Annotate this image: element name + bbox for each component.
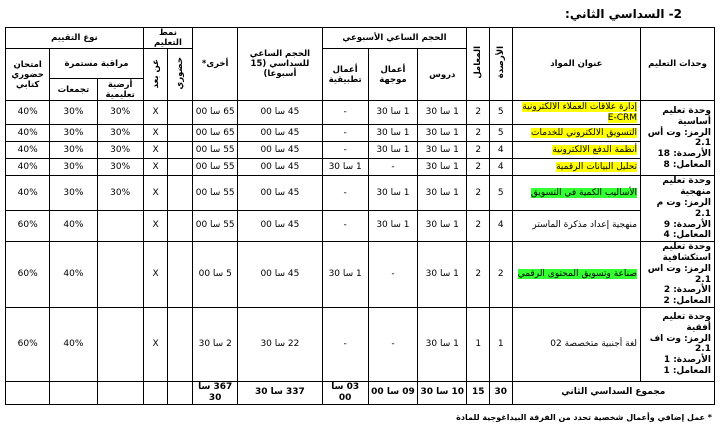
total-label: مجموع السداسي الثاني — [512, 381, 714, 404]
header-lectures: دروس — [418, 49, 467, 101]
table-row — [6, 210, 715, 242]
remote-cell: X — [143, 176, 168, 210]
remote-cell: X — [143, 159, 168, 176]
semester-cell: 45 سا 00 — [238, 142, 322, 159]
remote-cell: X — [143, 210, 168, 242]
total-lectures: 10 سا 30 — [418, 381, 467, 404]
other-cell: 55 سا 00 — [193, 159, 238, 176]
subject-cell: التسويق الالكتروني للخدمات — [512, 125, 640, 142]
table-row — [6, 176, 715, 210]
header-units: وحدات التعليم — [641, 28, 715, 101]
semester-cell: 45 سا 00 — [238, 176, 322, 210]
total-remote — [143, 381, 168, 404]
groups-cell — [97, 242, 143, 308]
platform-cell: 30% — [50, 125, 97, 142]
total-directed: 09 سا 00 — [368, 381, 417, 404]
header-coefficient: المعامل — [467, 28, 490, 101]
footnote: * عمل إضافي وأعمال شخصية تحدد من الفرقة البيداغوجية للمادة — [456, 413, 712, 422]
exam-cell: 40% — [6, 176, 50, 210]
total-semester: 337 سا 30 — [238, 381, 322, 404]
lectures-cell: 1 سا 30 — [418, 210, 467, 242]
platform-cell: 40% — [50, 242, 97, 308]
groups-cell — [97, 210, 143, 242]
table-row — [6, 307, 715, 381]
total-row — [6, 381, 715, 404]
lectures-cell: 1 سا 30 — [418, 142, 467, 159]
exam-cell: 40% — [6, 125, 50, 142]
unit-cell: وحدة تعليم أفقية الرمز: وت اف 2.1 الأرصدة: 1 المعامل: 1 — [641, 307, 715, 381]
other-cell: 55 سا 00 — [193, 176, 238, 210]
table-row — [6, 142, 715, 159]
directed-cell: - — [368, 242, 417, 308]
unit-cell: وحدة تعليم أساسية الرمز: وت أس 2.1 الأرصدة: 18 المعامل: 8 — [641, 101, 715, 176]
groups-cell: 30% — [97, 142, 143, 159]
exam-cell: 40% — [6, 142, 50, 159]
credits-cell: 4 — [490, 142, 513, 159]
in-person-cell — [168, 307, 193, 381]
coef-cell: 1 — [467, 307, 490, 381]
coef-cell: 2 — [467, 159, 490, 176]
remote-cell: X — [143, 125, 168, 142]
in-person-cell — [168, 242, 193, 308]
semester-cell: 22 سا 30 — [238, 307, 322, 381]
subject-cell: إدارة علاقات العملاء الالكترونية E-CRM — [512, 101, 640, 125]
header-remote: عن بعد — [143, 49, 168, 101]
in-person-cell — [168, 210, 193, 242]
exam-cell: 60% — [6, 307, 50, 381]
platform-cell: 30% — [50, 101, 97, 125]
in-person-cell — [168, 125, 193, 142]
header-credits: الأرصدة — [490, 28, 513, 101]
lectures-cell: 1 سا 30 — [418, 101, 467, 125]
total-other: 367 سا 30 — [193, 381, 238, 404]
table-row — [6, 125, 715, 142]
header-exam: امتحان حضوري كتابي — [6, 49, 50, 101]
credits-cell: 4 — [490, 210, 513, 242]
platform-cell: 40% — [50, 210, 97, 242]
table-row — [6, 101, 715, 125]
header-platform: أرضية تعليمية — [97, 79, 143, 101]
directed-cell: 1 سا 30 — [368, 142, 417, 159]
coef-cell: 2 — [467, 176, 490, 210]
coef-cell: 2 — [467, 210, 490, 242]
header-directed-work: أعمال موجهة — [368, 49, 417, 101]
coef-cell: 2 — [467, 142, 490, 159]
directed-cell: 1 سا 30 — [368, 176, 417, 210]
directed-cell: - — [368, 159, 417, 176]
credits-cell: 5 — [490, 125, 513, 142]
exam-cell: 60% — [6, 242, 50, 308]
unit-cell: وحدة تعليم منهجية الرمز: وت م 2.1 الأرصدة: 9 المعامل: 4 — [641, 176, 715, 242]
total-credits: 30 — [490, 381, 513, 404]
exam-cell: 40% — [6, 159, 50, 176]
semester-cell: 45 سا 00 — [238, 210, 322, 242]
header-groups: تجمعات — [50, 79, 97, 101]
header-practical-work: أعمال تطبيقية — [322, 49, 368, 101]
remote-cell: X — [143, 101, 168, 125]
table-row — [6, 159, 715, 176]
credits-cell: 1 — [490, 307, 513, 381]
in-person-cell — [168, 176, 193, 210]
practical-cell: 1 سا 30 — [322, 242, 368, 308]
semester-cell: 45 سا 00 — [238, 101, 322, 125]
other-cell: 65 سا 00 — [193, 125, 238, 142]
semester-cell: 45 سا 00 — [238, 125, 322, 142]
total-practical: 03 سا 00 — [322, 381, 368, 404]
other-cell: 55 سا 00 — [193, 142, 238, 159]
platform-cell: 30% — [50, 176, 97, 210]
exam-cell: 40% — [6, 101, 50, 125]
in-person-cell — [168, 101, 193, 125]
practical-cell: - — [322, 307, 368, 381]
subject-cell: تحليل البيانات الرقمية — [512, 159, 640, 176]
coef-cell: 2 — [467, 242, 490, 308]
practical-cell: - — [322, 142, 368, 159]
lectures-cell: 1 سا 30 — [418, 307, 467, 381]
header-other: أخرى* — [193, 28, 238, 101]
groups-cell: 30% — [97, 176, 143, 210]
total-platform — [50, 381, 97, 404]
subject-cell: صناعة وتسويق المحتوى الرقمي — [512, 242, 640, 308]
practical-cell: - — [322, 210, 368, 242]
credits-cell: 5 — [490, 101, 513, 125]
lectures-cell: 1 سا 30 — [418, 176, 467, 210]
header-evaluation-type: نوع التقييم — [6, 28, 144, 49]
lectures-cell: 1 سا 30 — [418, 159, 467, 176]
other-cell: 5 سا 00 — [193, 242, 238, 308]
subject-cell: لغة أجنبية متخصصة 02 — [512, 307, 640, 381]
credits-cell: 4 — [490, 159, 513, 176]
total-groups — [97, 381, 143, 404]
directed-cell: 1 سا 30 — [368, 210, 417, 242]
practical-cell: - — [322, 176, 368, 210]
header-in-person: حضوري — [168, 49, 193, 101]
directed-cell: 1 سا 30 — [368, 125, 417, 142]
total-exam — [6, 381, 50, 404]
unit-cell: وحدة تعليم استكشافية الرمز: وت اس 2.1 الأرصدة: 2 المعامل: 2 — [641, 242, 715, 308]
groups-cell: 30% — [97, 125, 143, 142]
practical-cell: - — [322, 101, 368, 125]
platform-cell: 40% — [50, 307, 97, 381]
credits-cell: 2 — [490, 242, 513, 308]
practical-cell: - — [322, 125, 368, 142]
coef-cell: 2 — [467, 101, 490, 125]
credits-cell: 5 — [490, 176, 513, 210]
remote-cell: X — [143, 142, 168, 159]
exam-cell: 60% — [6, 210, 50, 242]
coef-cell: 2 — [467, 125, 490, 142]
curriculum-table — [5, 27, 715, 405]
other-cell: 55 سا 00 — [193, 210, 238, 242]
groups-cell — [97, 307, 143, 381]
header-teaching-mode: نمط التعليم — [143, 28, 192, 49]
subject-cell: الأساليب الكمية في التسويق — [512, 176, 640, 210]
directed-cell: 1 سا 30 — [368, 101, 417, 125]
lectures-cell: 1 سا 30 — [418, 242, 467, 308]
groups-cell: 30% — [97, 159, 143, 176]
header-continuous: مراقبة مستمرة — [50, 49, 144, 79]
other-cell: 2 سا 30 — [193, 307, 238, 381]
other-cell: 65 سا 00 — [193, 101, 238, 125]
table-row — [6, 242, 715, 308]
total-coef: 15 — [467, 381, 490, 404]
in-person-cell — [168, 142, 193, 159]
header-semester-volume: الحجم الساعي للسداسي (15 أسبوعا) — [238, 28, 322, 101]
header-subjects: عنوان المواد — [512, 28, 640, 101]
semester-cell: 45 سا 00 — [238, 159, 322, 176]
semester-cell: 45 سا 00 — [238, 242, 322, 308]
lectures-cell: 1 سا 30 — [418, 125, 467, 142]
directed-cell: - — [368, 307, 417, 381]
in-person-cell — [168, 159, 193, 176]
header-weekly-volume: الحجم الساعي الأسبوعي — [322, 28, 467, 49]
total-in-person — [168, 381, 193, 404]
subject-cell: أنظمة الدفع الالكترونية — [512, 142, 640, 159]
subject-cell: منهجية إعداد مذكرة الماستر — [512, 210, 640, 242]
groups-cell: 30% — [97, 101, 143, 125]
platform-cell: 30% — [50, 142, 97, 159]
practical-cell: 1 سا 30 — [322, 159, 368, 176]
remote-cell: X — [143, 242, 168, 308]
platform-cell: 30% — [50, 159, 97, 176]
section-heading: 2- السداسي الثاني: — [565, 7, 682, 21]
remote-cell: X — [143, 307, 168, 381]
